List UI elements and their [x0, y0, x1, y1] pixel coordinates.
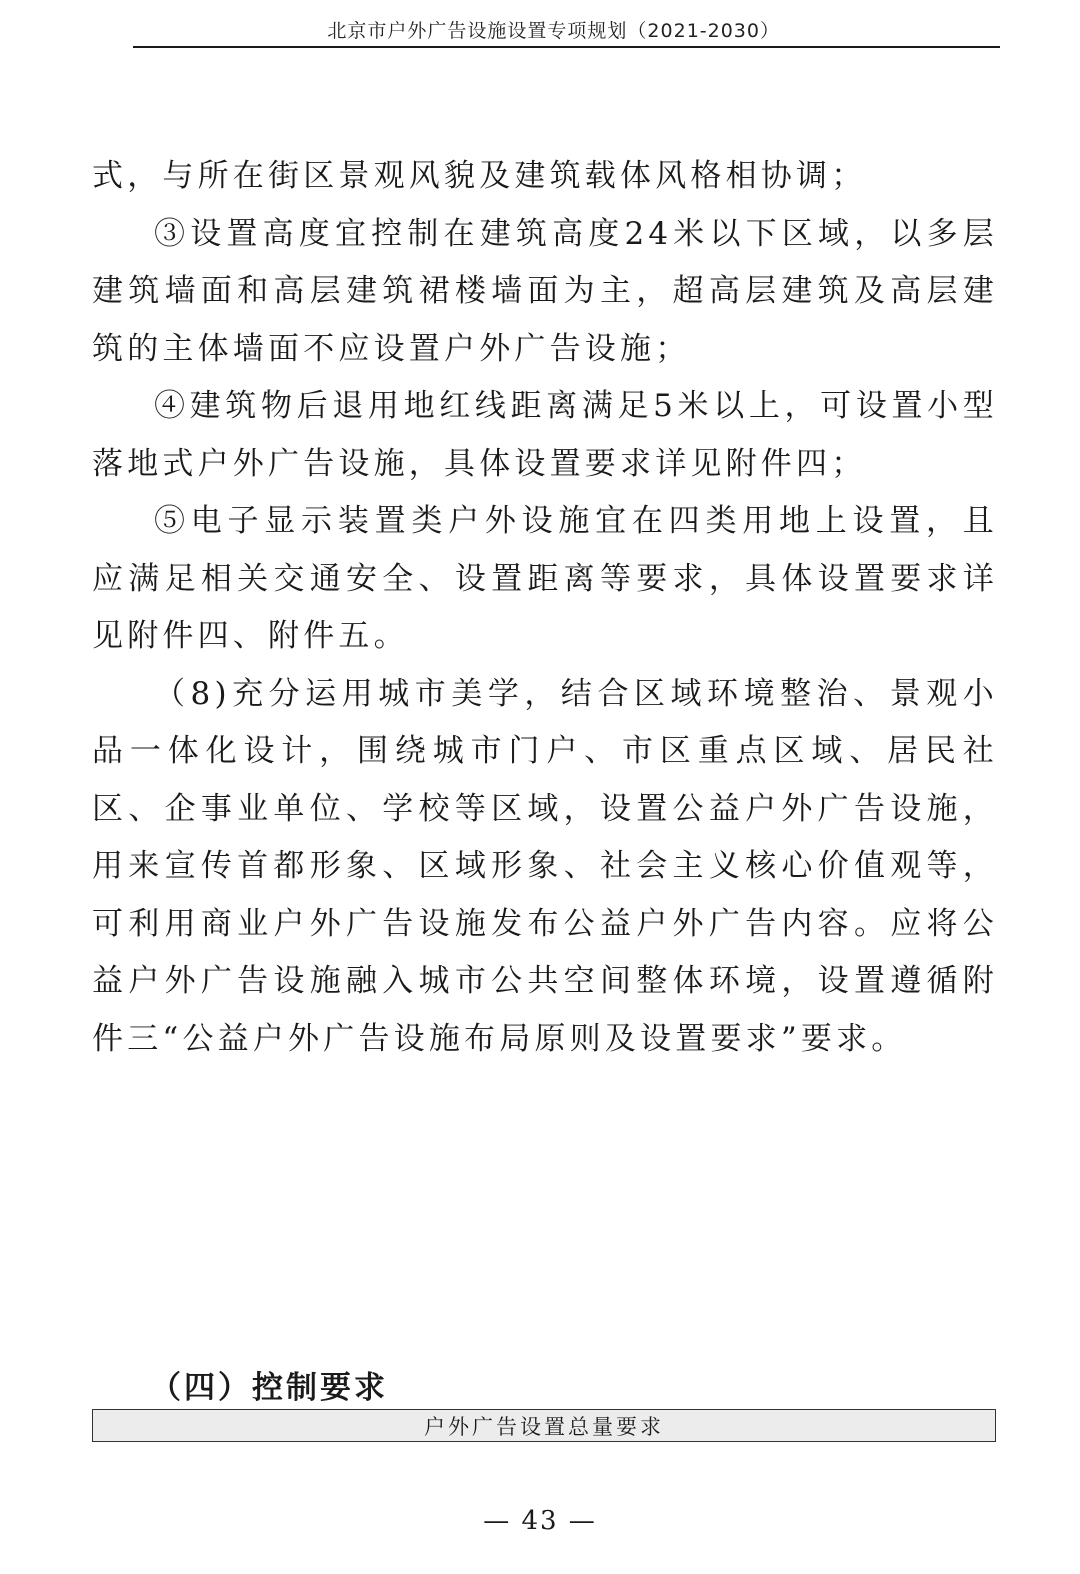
- table-caption-box: [92, 1409, 996, 1442]
- body-text: [92, 148, 998, 1068]
- paragraph: 式，与所在街区景观风貌及建筑载体风格相协调；: [92, 158, 867, 194]
- section-heading: [150, 1362, 388, 1407]
- paragraph: （8)充分运用城市美学，结合区域环境整治、景观小品一体化设计，围绕城市门户、市区重点区域、居民社区、企事业单位、学校等区域，设置公益户外广告设施，用来宣传首都形象、区域形象、社会主义核心价值观等，可利用商业户外广告设施发布公益户外广告内容。应将公益户外广告设施融入城市公共空间整体环境，设置遵循附件三“公益户外广告设施布局原则及设置要求”要求。: [92, 675, 998, 1057]
- section-number: （四）: [150, 1370, 252, 1406]
- table-caption: 户外广告设置总量要求: [424, 1414, 664, 1439]
- header-divider: [133, 46, 1000, 48]
- paragraph: ③设置高度宜控制在建筑高度24米以下区域，以多层建筑墙面和高层建筑裙楼墙面为主，超高层建筑及高层建筑的主体墙面不应设置户外广告设施；: [92, 215, 998, 367]
- page-number: — 43 —: [483, 1506, 597, 1536]
- paragraph: ④建筑物后退用地红线距离满足5米以上，可设置小型落地式户外广告设施，具体设置要求详见附件四；: [92, 388, 998, 482]
- section-title: 控制要求: [252, 1370, 388, 1406]
- running-header: 北京市户外广告设施设置专项规划（2021-2030）: [327, 20, 780, 42]
- paragraph: ⑤电子显示装置类户外设施宜在四类用地上设置，且应满足相关交通安全、设置距离等要求，具体设置要求详见附件四、附件五。: [92, 503, 998, 654]
